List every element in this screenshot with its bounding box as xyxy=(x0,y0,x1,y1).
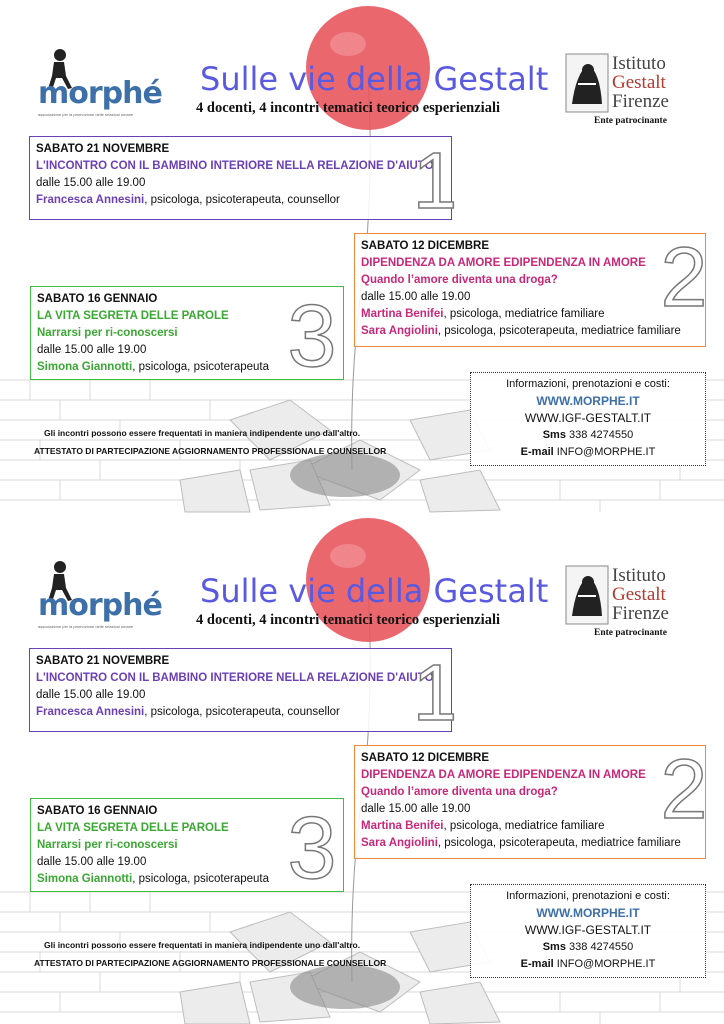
event-speaker: Martina Benifei xyxy=(361,820,444,832)
number-two-graphic xyxy=(660,742,708,836)
event-speaker-2: Sara Angiolini xyxy=(361,837,438,849)
igf-name xyxy=(612,54,669,111)
number-three-graphic xyxy=(287,798,337,897)
event-time: dalle 15.00 alle 19.00 xyxy=(37,344,147,356)
event-speaker-line xyxy=(361,306,699,323)
event-subtitle: Narrarsi per ri-conoscersi xyxy=(37,839,178,851)
event-subtitle: Quando l’amore diventa una droga? xyxy=(361,274,558,286)
igf-emblem-icon xyxy=(566,566,608,624)
number-two-graphic xyxy=(660,230,708,324)
event-subtitle: Quando l’amore diventa una droga? xyxy=(361,786,558,798)
patron-caption: Ente patrocinante xyxy=(594,628,667,638)
email-line xyxy=(471,444,705,461)
event-speaker-line xyxy=(361,818,699,835)
email-label: E-mail xyxy=(520,958,554,970)
event-speaker2-line xyxy=(361,835,699,852)
event-speaker-line xyxy=(36,192,445,209)
event-date: SABATO 12 DICEMBRE xyxy=(361,752,490,764)
morphe-wordmark: morphé xyxy=(38,588,162,623)
event-speaker-role: , psicologa, psicoterapeuta, counsellor xyxy=(144,194,340,206)
morphe-tagline: associazione per la promozione delle relazioni umane xyxy=(38,112,134,117)
event-date: SABATO 21 NOVEMBRE xyxy=(36,655,170,667)
event-speaker-2: Sara Angiolini xyxy=(361,325,438,337)
number-one-graphic xyxy=(412,648,458,737)
event-number: 1 xyxy=(412,136,458,225)
event-title: L'INCONTRO CON IL BAMBINO INTERIORE NELLA RELAZIONE D'AIUTO xyxy=(36,160,434,172)
event-speaker2-line xyxy=(361,323,699,340)
sms-line xyxy=(471,427,705,444)
morphe-wordmark: morphé xyxy=(38,76,162,111)
event-title: DIPENDENZA DA AMORE EDIPENDENZA IN AMORE xyxy=(361,257,646,269)
event-speaker-line xyxy=(36,704,445,721)
website-morphe-link[interactable]: WWW.MORPHE.IT xyxy=(536,394,640,408)
event-time: dalle 15.00 alle 19.00 xyxy=(361,803,471,815)
info-heading: Informazioni, prenotazioni e costi: xyxy=(506,890,670,902)
independence-note: Gli incontri possono essere frequentati in maniera indipendente uno dall'altro. xyxy=(44,428,361,438)
flyer-title: Sulle vie della Gestalt xyxy=(200,572,549,610)
email-line xyxy=(471,956,705,973)
website-morphe-link[interactable]: WWW.MORPHE.IT xyxy=(536,906,640,920)
event-time: dalle 15.00 alle 19.00 xyxy=(36,689,146,701)
event-speaker: Martina Benifei xyxy=(361,308,444,320)
flyer-subtitle: 4 docenti, 4 incontri tematici teorico esperienziali xyxy=(196,612,501,628)
event-number: 2 xyxy=(660,742,708,836)
event-number: 3 xyxy=(287,286,337,385)
event-number: 1 xyxy=(412,648,458,737)
flyer-title: Sulle vie della Gestalt xyxy=(200,60,549,98)
flyer-subtitle: 4 docenti, 4 incontri tematici teorico esperienziali xyxy=(196,100,501,116)
event-speaker-role: , psicologa, psicoterapeuta xyxy=(132,361,270,373)
event-box-1 xyxy=(29,136,452,220)
igf-line-gestalt: Gestalt xyxy=(612,584,666,605)
event-title: LA VITA SEGRETA DELLE PAROLE xyxy=(37,310,229,322)
morphe-tagline: associazione per la promozione delle relazioni umane xyxy=(38,624,134,629)
igf-line-firenze: Firenze xyxy=(612,603,669,624)
event-title: LA VITA SEGRETA DELLE PAROLE xyxy=(37,822,229,834)
igf-line-firenze: Firenze xyxy=(612,91,669,112)
event-time: dalle 15.00 alle 19.00 xyxy=(36,177,146,189)
event-speaker: Francesca Annesini xyxy=(36,706,145,718)
event-time: dalle 15.00 alle 19.00 xyxy=(37,856,147,868)
event-speaker-role: , psicologa, psicoterapeuta, counsellor xyxy=(144,706,340,718)
event-box-1 xyxy=(29,648,452,732)
number-one-graphic xyxy=(412,136,458,225)
website-igf-link[interactable]: WWW.IGF-GESTALT.IT xyxy=(524,411,652,425)
event-subtitle: Narrarsi per ri-conoscersi xyxy=(37,327,178,339)
sms-number: 338 4274550 xyxy=(569,429,634,441)
event-speaker-role: , psicologa, mediatrice familiare xyxy=(443,308,605,320)
sms-label: Sms xyxy=(542,429,566,441)
event-box-2 xyxy=(354,745,706,859)
event-speaker-role: , psicologa, mediatrice familiare xyxy=(443,820,605,832)
event-title: DIPENDENZA DA AMORE EDIPENDENZA IN AMORE xyxy=(361,769,646,781)
event-speaker-role: , psicologa, psicoterapeuta xyxy=(132,873,270,885)
igf-emblem-icon xyxy=(566,54,608,112)
independence-note: Gli incontri possono essere frequentati in maniera indipendente uno dall'altro. xyxy=(44,940,361,950)
email-address[interactable]: INFO@MORPHE.IT xyxy=(556,446,656,458)
info-box xyxy=(470,372,706,466)
website-igf-link[interactable]: WWW.IGF-GESTALT.IT xyxy=(524,923,652,937)
event-number: 2 xyxy=(660,230,708,324)
sms-line xyxy=(471,939,705,956)
certificate-note: ATTESTATO DI PARTECIPAZIONE AGGIORNAMENTO PROFESSIONALE COUNSELLOR xyxy=(34,446,387,456)
info-box xyxy=(470,884,706,978)
event-date: SABATO 16 GENNAIO xyxy=(37,293,158,305)
igf-line-gestalt: Gestalt xyxy=(612,72,666,93)
flyer-bottom xyxy=(0,512,724,1024)
event-speaker: Francesca Annesini xyxy=(36,194,145,206)
patron-caption: Ente patrocinante xyxy=(594,116,667,126)
event-date: SABATO 21 NOVEMBRE xyxy=(36,143,170,155)
event-title: L'INCONTRO CON IL BAMBINO INTERIORE NELLA RELAZIONE D'AIUTO xyxy=(36,672,434,684)
igf-line-istituto: Istituto xyxy=(612,565,666,586)
event-number: 3 xyxy=(287,798,337,897)
sms-number: 338 4274550 xyxy=(569,941,634,953)
morphe-logo xyxy=(30,48,160,118)
info-heading: Informazioni, prenotazioni e costi: xyxy=(506,378,670,390)
event-time: dalle 15.00 alle 19.00 xyxy=(361,291,471,303)
event-speaker: Simona Giannotti xyxy=(37,873,133,885)
email-address[interactable]: INFO@MORPHE.IT xyxy=(556,958,656,970)
event-date: SABATO 16 GENNAIO xyxy=(37,805,158,817)
event-speaker-2-role: , psicologa, psicoterapeuta, mediatrice familiare xyxy=(437,837,681,849)
certificate-note: ATTESTATO DI PARTECIPAZIONE AGGIORNAMENTO PROFESSIONALE COUNSELLOR xyxy=(34,958,387,968)
event-speaker: Simona Giannotti xyxy=(37,361,133,373)
number-three-graphic xyxy=(287,286,337,385)
event-box-2 xyxy=(354,233,706,347)
event-speaker-2-role: , psicologa, psicoterapeuta, mediatrice familiare xyxy=(437,325,681,337)
sms-label: Sms xyxy=(542,941,566,953)
event-date: SABATO 12 DICEMBRE xyxy=(361,240,490,252)
igf-name xyxy=(612,566,669,623)
igf-line-istituto: Istituto xyxy=(612,53,666,74)
morphe-logo xyxy=(30,560,160,630)
email-label: E-mail xyxy=(520,446,554,458)
